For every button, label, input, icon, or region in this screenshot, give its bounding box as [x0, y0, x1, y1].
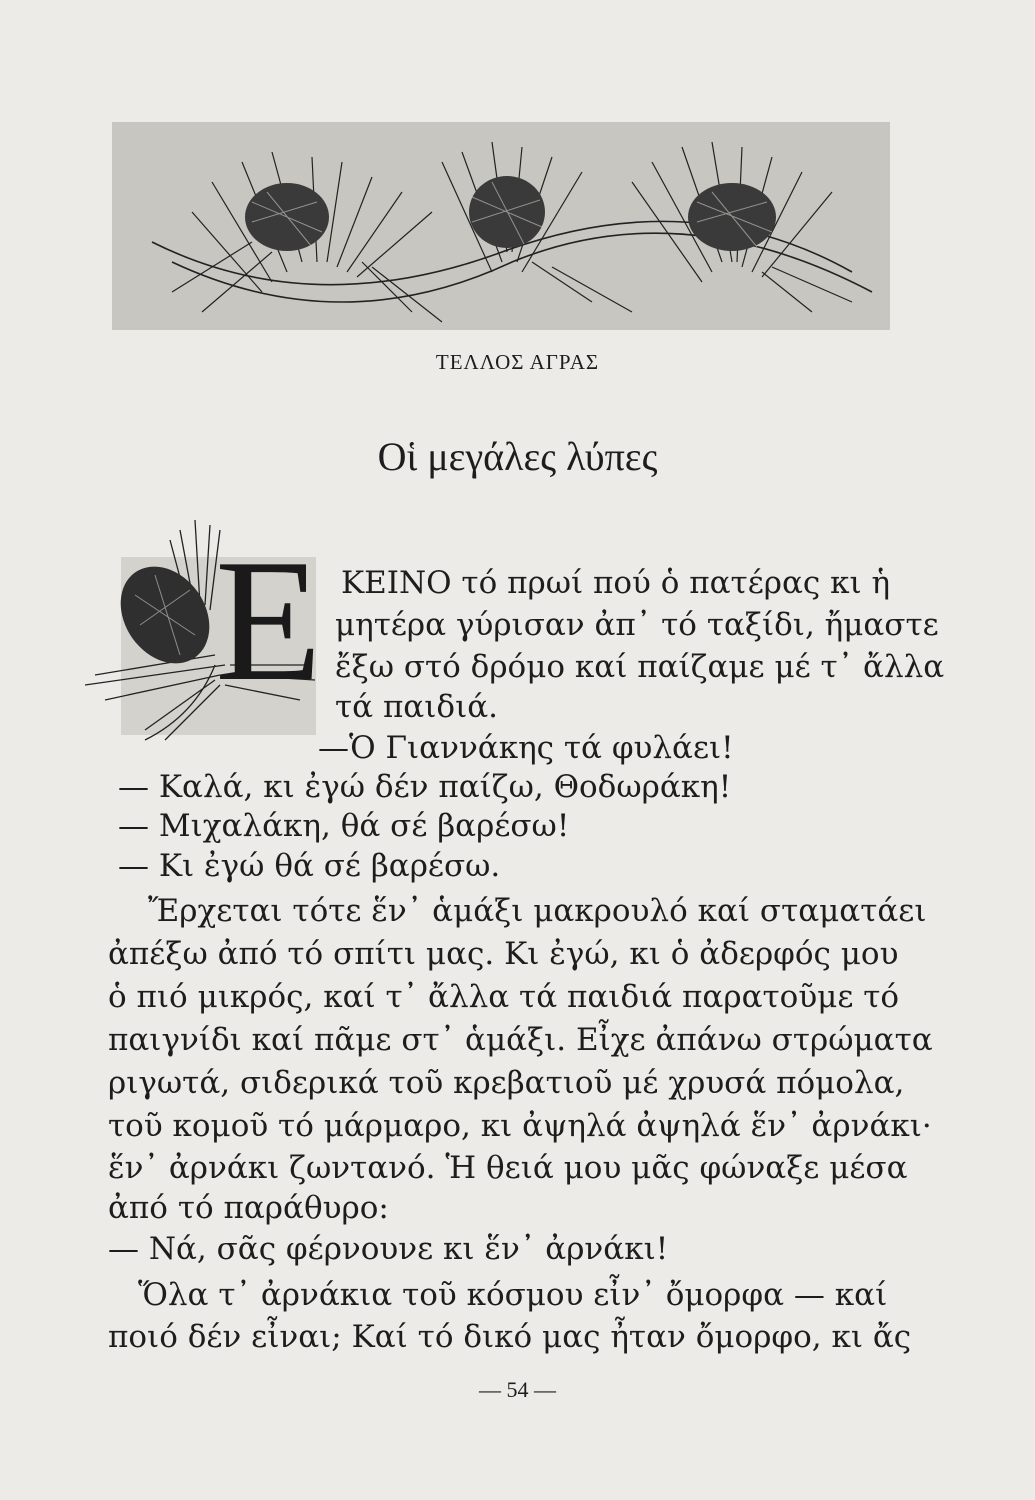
text-line: τά παιδιά. — [335, 689, 499, 725]
text-line: — Κι ἐγώ θά σέ βαρέσω. — [118, 848, 501, 884]
text-line: ἀπό τό παράθυρο: — [108, 1190, 389, 1226]
text-line: ἕν᾽ ἀρνάκι ζωντανό. Ἡ θειά μου μᾶς φώναξε μέσα — [108, 1150, 908, 1186]
text-line: — Καλά, κι ἐγώ δέν παίζω, Θοδωράκη! — [118, 769, 732, 805]
drop-cap — [85, 515, 320, 745]
text-line: ποιό δέν εἶναι; Καί τό δικό μας ἦταν ὄμορφο, κι ἄς — [108, 1319, 912, 1355]
text-line: παιγνίδι καί πᾶμε στ᾽ ἁμάξι. Εἶχε ἀπάνω στρώματα — [108, 1022, 933, 1058]
pine-branches-icon — [112, 122, 890, 330]
text-line: Ὅλα τ᾽ ἀρνάκια τοῦ κόσμου εἶν᾽ ὄμορφα — καί — [138, 1277, 888, 1313]
header-ornament — [112, 122, 890, 330]
text-line: ἔξω στό δρόμο καί παίζαμε μέ τ᾽ ἄλλα — [335, 649, 945, 685]
text-line: ὁ πιό μικρός, καί τ᾽ ἄλλα τά παιδιά παρατοῦμε τό — [108, 979, 900, 1015]
text-line: μητέρα γύρισαν ἀπ᾽ τό ταξίδι, ἤμαστε — [335, 607, 939, 643]
page-number: — 54 — — [479, 1377, 556, 1402]
drop-cap-letter: Ε — [215, 523, 322, 717]
text-line: ριγωτά, σιδερικά τοῦ κρεβατιοῦ μέ χρυσά πόμολα, — [108, 1065, 905, 1101]
text-line: — Μιχαλάκη, θά σέ βαρέσω! — [118, 808, 570, 844]
text-line: ΚΕΙΝΟ τό πρωί πού ὁ πατέρας κι ἡ — [341, 565, 891, 601]
text-line: —Ὁ Γιαννάκης τά φυλάει! — [318, 730, 734, 766]
text-line: ἀπέξω ἀπό τό σπίτι μας. Κι ἐγώ, κι ὁ ἀδερφός μου — [108, 936, 899, 972]
text-line: τοῦ κομοῦ τό μάρμαρο, κι ἀψηλά ἀψηλά ἕν᾽ ἀρνάκι· — [108, 1108, 932, 1144]
author-name: ΤΕΛΛΟΣ ΑΓΡΑΣ — [435, 350, 600, 374]
text-line: Ἔρχεται τότε ἕν᾽ ἁμάξι μακρουλό καί σταματάει — [148, 893, 927, 929]
chapter-title: Οἱ μεγάλες λύπες — [377, 434, 658, 479]
text-line: — Νά, σᾶς φέρνουνε κι ἕν᾽ ἀρνάκι! — [108, 1231, 669, 1267]
